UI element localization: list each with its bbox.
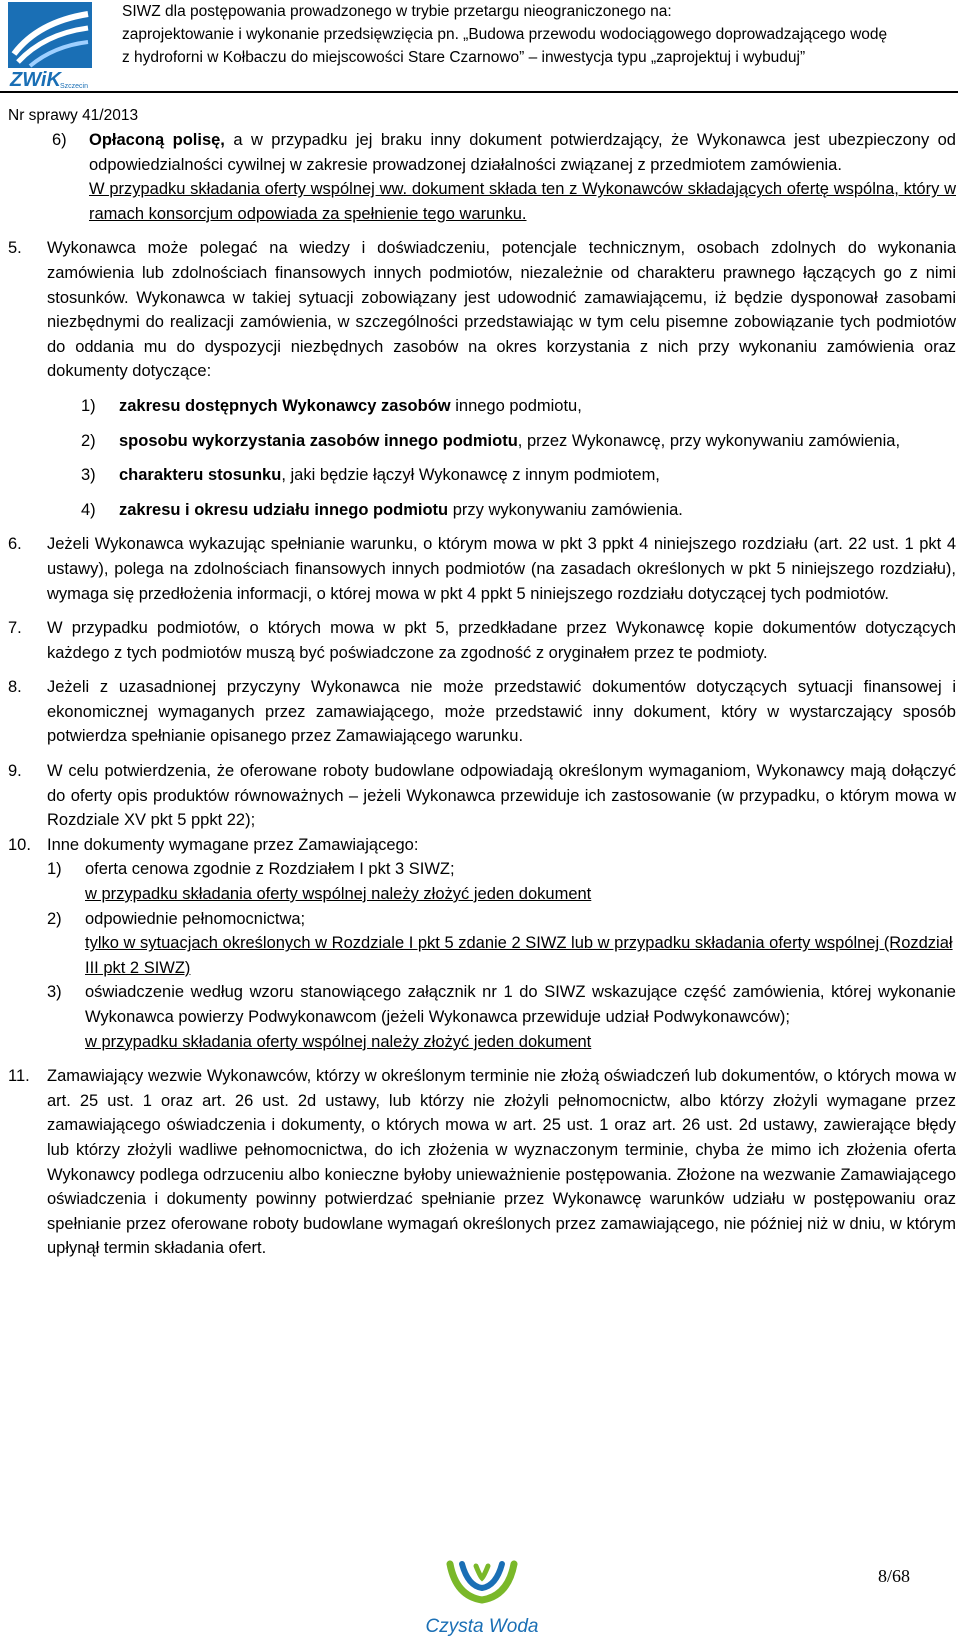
item-text <box>85 907 956 981</box>
paragraph-6 <box>8 532 956 606</box>
item-bold: zakresu i okresu udziału innego podmiotu <box>119 500 449 519</box>
paragraph-5 <box>8 236 956 384</box>
item-number: 3) <box>47 983 62 1002</box>
list-item <box>81 429 956 454</box>
page-header <box>0 0 960 95</box>
item-bold: Opłaconą polisę, <box>89 131 225 149</box>
list-item <box>47 857 956 906</box>
header-line-1: SIWZ dla postępowania prowadzonego w trybie przetargu nieograniczonego na: <box>122 3 672 20</box>
item-note: tylko w sytuacjach określonych w Rozdziale I pkt 5 zdanie 2 SIWZ lub w przypadku składania oferty wspólnej (Rozdział III pkt 2 SIWZ) <box>85 934 953 977</box>
paragraph-8 <box>8 675 956 749</box>
paragraph-number: 11. <box>8 1067 30 1086</box>
paragraph-10 <box>8 833 956 858</box>
logo-text: ZWiK <box>10 69 61 91</box>
item-number: 1) <box>81 396 96 415</box>
p10-sublist <box>8 857 956 1054</box>
item-bold: sposobu wykorzystania zasobów innego podmiotu <box>119 431 518 450</box>
item-bold: charakteru stosunku <box>119 466 282 485</box>
item-number: 2) <box>81 431 96 450</box>
paragraph-text: Jeżeli Wykonawca wykazując spełnianie warunku, o którym mowa w pkt 3 ppkt 4 niniejszego rozdziału (art. 22 ust. 1 pkt 4 ustawy), polega na zdolnościach finansowych innych podmiotów (na zasadach określonych w pkt 5 niniejszego rozdziału), wymaga się przedłożenia informacji, o której mowa w pkt 4 ppkt 5 niniejszego rozdziału dotyczącej tych podmiotów. <box>47 535 956 603</box>
header-line-3: z hydroforni w Kołbaczu do miejscowości Stare Czarnowo” – inwestycja typu „zaprojektuj i wybuduj” <box>122 49 806 66</box>
paragraph-number: 8. <box>8 678 22 697</box>
item-note: w przypadku składania oferty wspólnej należy złożyć jeden dokument <box>85 1032 592 1051</box>
zwik-logo-icon <box>8 2 92 92</box>
item-number: 4) <box>81 500 96 519</box>
item-text <box>119 498 956 523</box>
item-number: 2) <box>47 909 62 928</box>
item-body: oświadczenie według wzoru stanowiącego załącznik nr 1 do SIWZ wskazujące część zamówienia, której wykonanie Wykonawca powierzy Podwykonawcom (jeżeli Wykonawca przewiduje udział Podwykonawców); <box>85 983 956 1026</box>
paragraph-number: 10. <box>8 835 31 854</box>
header-line-2: zaprojektowanie i wykonanie przedsięwzięcia pn. „Budowa przewodu wodociągowego doprowadzającego wodę <box>122 26 888 43</box>
paragraph-text: W celu potwierdzenia, że oferowane roboty budowlane odpowiadają określonym wymaganiom, Wykonawcy mają dołączyć do oferty opis produktów równoważnych – jeżeli Wykonawca przewiduje ich zastosowanie (w przypadku, o którym mowa w Rozdziale XV pkt 5 ppkt 22); <box>47 762 956 830</box>
item-text <box>85 857 956 906</box>
item-text <box>89 128 956 177</box>
paragraph-text: Jeżeli z uzasadnionej przyczyny Wykonawca nie może przedstawić dokumentów dotyczących sytuacji finansowej i ekonomicznej wymaganych przez zamawiającego, może przedstawić inny dokument, który w wystarczający sposób potwierdza spełnianie opisanego przez Zamawiającego warunku. <box>47 678 956 746</box>
list-item <box>8 128 956 177</box>
czysta-woda-logo-icon <box>426 1556 538 1640</box>
item-text <box>119 429 956 454</box>
paragraph-text: W przypadku podmiotów, o których mowa w pkt 5, przedkładane przez Wykonawcę kopie dokumentów dotyczących każdego z tych podmiotów muszą być poświadczone za zgodność z oryginałem przez te podmioty. <box>47 619 956 662</box>
p5-sublist <box>8 394 956 522</box>
paragraph-7 <box>8 616 956 665</box>
header-title <box>122 0 952 69</box>
paragraph-text: Zamawiający wezwie Wykonawców, którzy w określonym terminie nie złożą oświadczeń lub dokumentów, o których mowa w art. 25 ust. 1 oraz art. 26 ust. 2d ustawy, lub którzy nie złożyli pełnomocnictw, albo którzy złożyli wymagane przez zamawiającego oświadczenia i dokumenty, o których mowa w art. 25 ust. 1 oraz art. 26 ust. 2d ustawy, zawierające błędy lub którzy złożyli wadliwe pełnomocnictwa, do ich złożenia w wyznaczonym terminie, chyba że mimo ich złożenia oferta Wykonawcy podlega odrzuceniu albo konieczne byłoby unieważnienie postępowania. Złożone na wezwanie Zamawiającego oświadczenia i dokumenty powinny potwierdzać spełnianie przez Wykonawcę warunków udziału w postępowaniu oraz spełnianie przez oferowane roboty budowlane wymagań określonych przez zamawiającego, nie później niż w dniu, w którym upłynął termin składania ofert. <box>47 1067 956 1258</box>
header-divider <box>0 91 958 93</box>
item-body: a w przypadku jej braku inny dokument potwierdzający, że Wykonawca jest ubezpieczony od odpowiedzialności cywilnej w zakresie prowadzonej działalności związanej z przedmiotem zamówienia. <box>89 131 956 174</box>
page-number: 8/68 <box>878 1566 911 1586</box>
paragraph-number: 7. <box>8 619 22 638</box>
item-body: , przez Wykonawcę, przy wykonywaniu zamówienia, <box>517 431 901 450</box>
item-body: odpowiednie pełnomocnictwa; <box>85 909 306 928</box>
paragraph-11 <box>8 1064 956 1261</box>
item-text <box>85 980 956 1054</box>
footer-logo-text: Czysta Woda <box>426 1616 538 1637</box>
paragraph-text: Wykonawca może polegać na wiedzy i doświadczeniu, potencjale technicznym, osobach zdolnych do wykonania zamówienia lub zdolnościach finansowych innych podmiotów, niezależnie od charakteru prawnego łączących go z nimi stosunków. Wykonawca w takiej sytuacji zobowiązany jest udowodnić zamawiającemu, iż będzie dysponował zasobami niezbędnymi do realizacji zamówienia, w szczególności przedstawiając w tym celu pisemne zobowiązanie tych podmiotów do oddania mu do dyspozycji niezbędnych zasobów na okres korzystania z nich przy wykonaniu zamówienia oraz dokumenty dotyczące: <box>47 239 956 381</box>
paragraph-number: 9. <box>8 762 22 781</box>
list-item <box>81 463 956 488</box>
paragraph-9 <box>8 759 956 833</box>
list-item <box>47 907 956 981</box>
item-body: , jaki będzie łączył Wykonawcę z innym podmiotem, <box>281 466 660 485</box>
document-body <box>8 128 956 1261</box>
paragraph-text: Inne dokumenty wymagane przez Zamawiającego: <box>47 835 419 854</box>
item-bold: zakresu dostępnych Wykonawcy zasobów <box>119 396 451 415</box>
item-text <box>119 463 956 488</box>
case-number: Nr sprawy 41/2013 <box>8 107 139 124</box>
list-item <box>81 498 956 523</box>
item-body: przy wykonywaniu zamówienia. <box>448 500 683 519</box>
paragraph-number: 6. <box>8 535 22 554</box>
item-body: oferta cenowa zgodnie z Rozdziałem I pkt 3 SIWZ; <box>85 860 455 879</box>
item-text <box>119 394 956 419</box>
list-item <box>47 980 956 1054</box>
item-note: w przypadku składania oferty wspólnej należy złożyć jeden dokument <box>85 885 592 904</box>
item-number: 6) <box>52 131 67 149</box>
logo-subtext: Szczecin <box>60 83 89 90</box>
list-item <box>81 394 956 419</box>
paragraph-number: 5. <box>8 239 22 258</box>
item-note: W przypadku składania oferty wspólnej ww. dokument składa ten z Wykonawców składających ofertę wspólna, który w ramach konsorcjum odpowiada za spełnienie tego warunku. <box>89 180 956 223</box>
item-number: 3) <box>81 466 96 485</box>
item-number: 1) <box>47 860 62 879</box>
item-body: innego podmiotu, <box>450 396 582 415</box>
